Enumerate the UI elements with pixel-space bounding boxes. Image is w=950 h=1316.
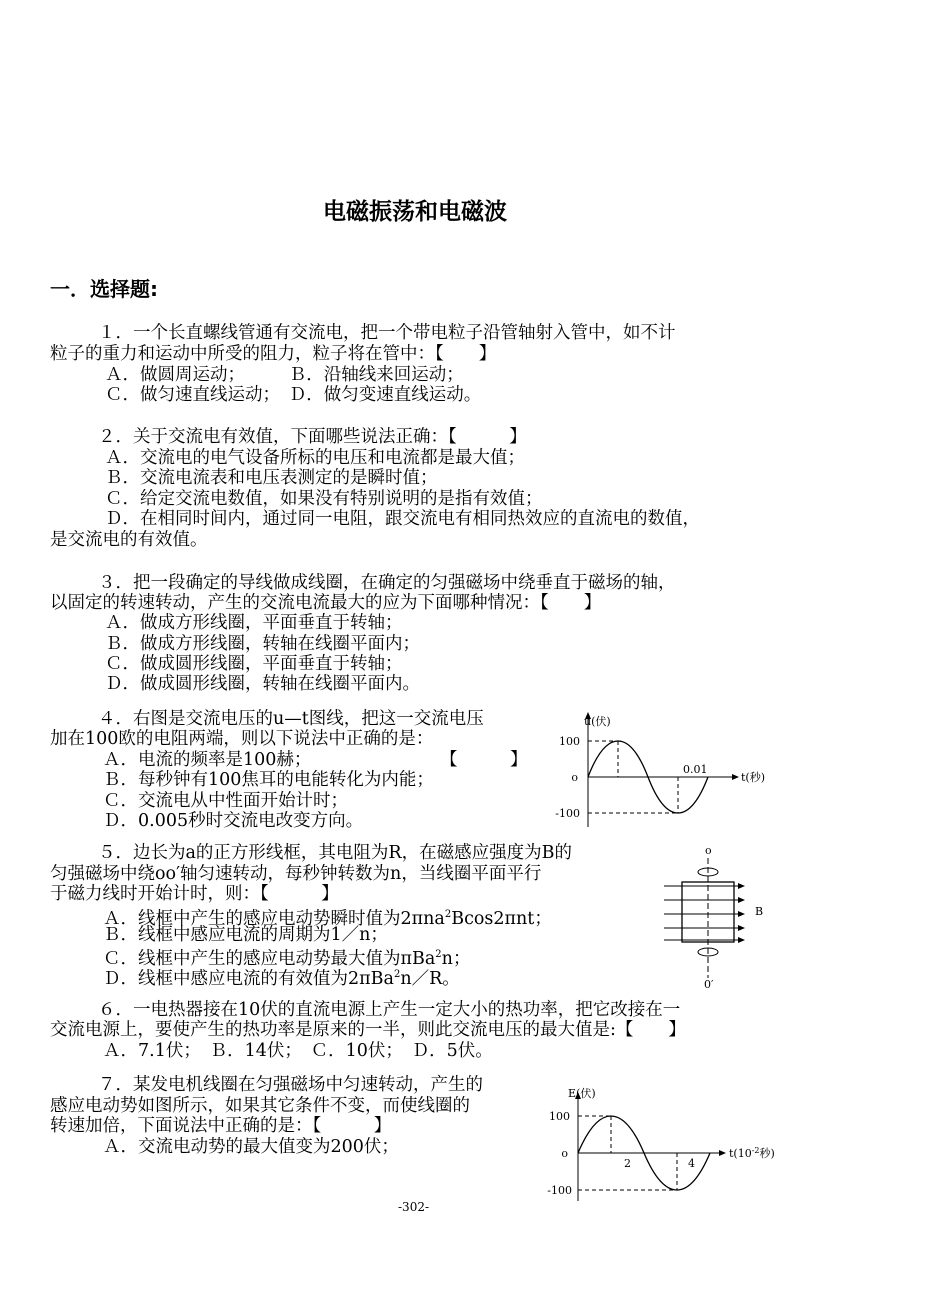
q7-line-1: ７．某发电机线圈在匀强磁场中匀速转动，产生的 <box>98 1075 483 1095</box>
q7-origin-label: o <box>561 1147 568 1160</box>
q5-option-c-sup: 2 <box>435 949 442 960</box>
q5-bottom-axis-label: 0′ <box>704 978 714 991</box>
q4-y-min-label: -100 <box>555 807 580 820</box>
q5-option-d <box>103 965 460 989</box>
q4-answer-bracket: 【 】 <box>440 750 528 770</box>
q4-option-a: Ａ．电流的频率是100赫； <box>103 750 312 770</box>
q4-origin-label: o <box>571 771 578 784</box>
q4-y-label: u(伏) <box>584 715 611 728</box>
q7-y-max-label: 100 <box>549 1110 570 1123</box>
q7-x-label-pre: t(10 <box>729 1147 752 1160</box>
q3-option-a: Ａ．做成方形线圈，平面垂直于转轴； <box>105 613 403 633</box>
q7-line-2: 感应电动势如图所示，如果其它条件不变，而使线圈的 <box>50 1096 470 1116</box>
q5-line-1: ５．边长为a的正方形线框，其电阻为R，在磁感应强度为B的 <box>98 843 572 863</box>
q5-option-c-pre: Ｃ．线框中产生的感应电动势最大值为πBa <box>103 948 436 969</box>
q4-line-1: ４．右图是交流电压的u—t图线，把这一交流电压 <box>98 709 484 729</box>
q7-y-label: E(伏) <box>568 1087 596 1100</box>
q3-line-2: 以固定的转速转动，产生的交流电流最大的应为下面哪种情况：【 】 <box>50 593 602 613</box>
q5-option-a-post: Bcos2πnt； <box>451 908 552 929</box>
q5-option-b: Ｂ．线框中感应电流的周期为1／n； <box>103 925 388 945</box>
q5-field-arrow-5 <box>738 937 745 943</box>
q4-x-tick-label: 0.01 <box>683 763 708 776</box>
q6-options: Ａ．7.1伏； Ｂ．14伏； Ｃ．10伏； Ｄ．5伏。 <box>103 1041 493 1061</box>
q4-x-arrow <box>732 774 739 780</box>
q3-option-c: Ｃ．做成圆形线圈，平面垂直于转轴； <box>105 654 403 674</box>
q7-option-a: Ａ．交流电动势的最大值变为200伏； <box>103 1137 399 1157</box>
q3-option-d: Ｄ．做成圆形线圈，转轴在线圈平面内。 <box>105 674 420 694</box>
q5-field-arrow-4 <box>738 925 745 931</box>
q4-option-b: Ｂ．每秒钟有100焦耳的电能转化为内能； <box>103 770 434 790</box>
q1-line-2: 粒子的重力和运动中所受的阻力，粒子将在管中：【 】 <box>50 344 497 364</box>
q4-line-2: 加在100欧的电阻两端，则以下说法中正确的是： <box>50 729 434 749</box>
q5-field-label: B <box>755 905 764 918</box>
q1-options-cd: Ｃ．做匀速直线运动； Ｄ．做匀变速直线运动。 <box>105 385 482 405</box>
q5-option-d-sup: 2 <box>393 969 401 980</box>
q5-top-axis-label: o <box>705 844 712 857</box>
q5-field-arrow-1 <box>738 883 745 889</box>
q5-option-c-post: n； <box>441 948 471 969</box>
q5-line-2: 匀强磁场中绕oo′轴匀速转动，每秒钟转数为n，当线圈平面平行 <box>50 864 542 884</box>
q7-tick-2-label: 2 <box>624 1157 631 1170</box>
q4-voltage-graph <box>548 705 788 830</box>
q7-x-arrow <box>719 1150 726 1156</box>
q7-emf-graph <box>540 1083 790 1203</box>
q7-y-min-label: -100 <box>547 1184 572 1197</box>
q1-line-1: １．一个长直螺线管通有交流电，把一个带电粒子沿管轴射入管中，如不计 <box>98 323 676 343</box>
q7-x-label-post: 秒) <box>759 1147 775 1160</box>
q2-option-a: Ａ．交流电的电气设备所标的电压和电流都是最大值； <box>105 448 525 468</box>
q2-line-1: ２．关于交流电有效值，下面哪些说法正确：【 】 <box>98 427 527 447</box>
q2-option-d-cont: 是交流电的有效值。 <box>50 530 208 550</box>
page-number: -302- <box>398 1200 430 1214</box>
q4-option-d: Ｄ．0.005秒时交流电改变方向。 <box>103 811 364 831</box>
q5-option-d-post: n／R。 <box>400 968 460 989</box>
page-title: 电磁振荡和电磁波 <box>323 199 507 225</box>
q5-field-arrow-2 <box>738 897 745 903</box>
q4-x-label: t(秒) <box>741 771 766 784</box>
q5-option-d-pre: Ｄ．线框中感应电流的有效值为2πBa <box>103 968 394 989</box>
q7-x-label-sup: -2 <box>751 1146 760 1155</box>
q6-line-2: 交流电源上，要使产生的热功率是原来的一半，则此交流电压的最大值是:【 】 <box>50 1020 686 1040</box>
q7-tick-4-label: 4 <box>688 1157 695 1170</box>
q3-line-1: ３．把一段确定的导线做成线圈，在确定的匀强磁场中绕垂直于磁场的轴， <box>98 573 676 593</box>
q5-field-arrow-3 <box>738 911 745 917</box>
q5-line-3: 于磁力线时开始计时，则：【 】 <box>50 884 339 904</box>
q4-y-max-label: 100 <box>559 735 580 748</box>
q2-option-d: Ｄ．在相同时间内，通过同一电阻，跟交流电有相同热效应的直流电的数值， <box>105 509 700 529</box>
q2-option-c: Ｃ．给定交流电数值，如果没有特别说明的是指有效值； <box>105 489 543 509</box>
section-heading: 一．选择题: <box>50 277 158 301</box>
q3-option-b: Ｂ．做成方形线圈，转轴在线圈平面内； <box>105 634 420 654</box>
q2-option-b: Ｂ．交流电流表和电压表测定的是瞬时值； <box>105 468 438 488</box>
q1-options-ab: Ａ．做圆周运动； Ｂ．沿轴线来回运动； <box>105 365 464 385</box>
q6-line-1: ６．一电热器接在10伏的直流电源上产生一定大小的热功率，把它改接在一 <box>98 1000 681 1020</box>
q5-coil-figure <box>660 842 780 990</box>
q5-option-a-sup: 2 <box>444 909 452 920</box>
q4-option-c: Ｃ．交流电从中性面开始计时； <box>103 791 348 811</box>
q7-line-3: 转速加倍，下面说法中正确的是：【 】 <box>50 1116 392 1136</box>
q7-x-label <box>729 1146 775 1160</box>
q5-option-a-pre: Ａ．线框中产生的感应电动势瞬时值为2πna <box>103 908 445 929</box>
